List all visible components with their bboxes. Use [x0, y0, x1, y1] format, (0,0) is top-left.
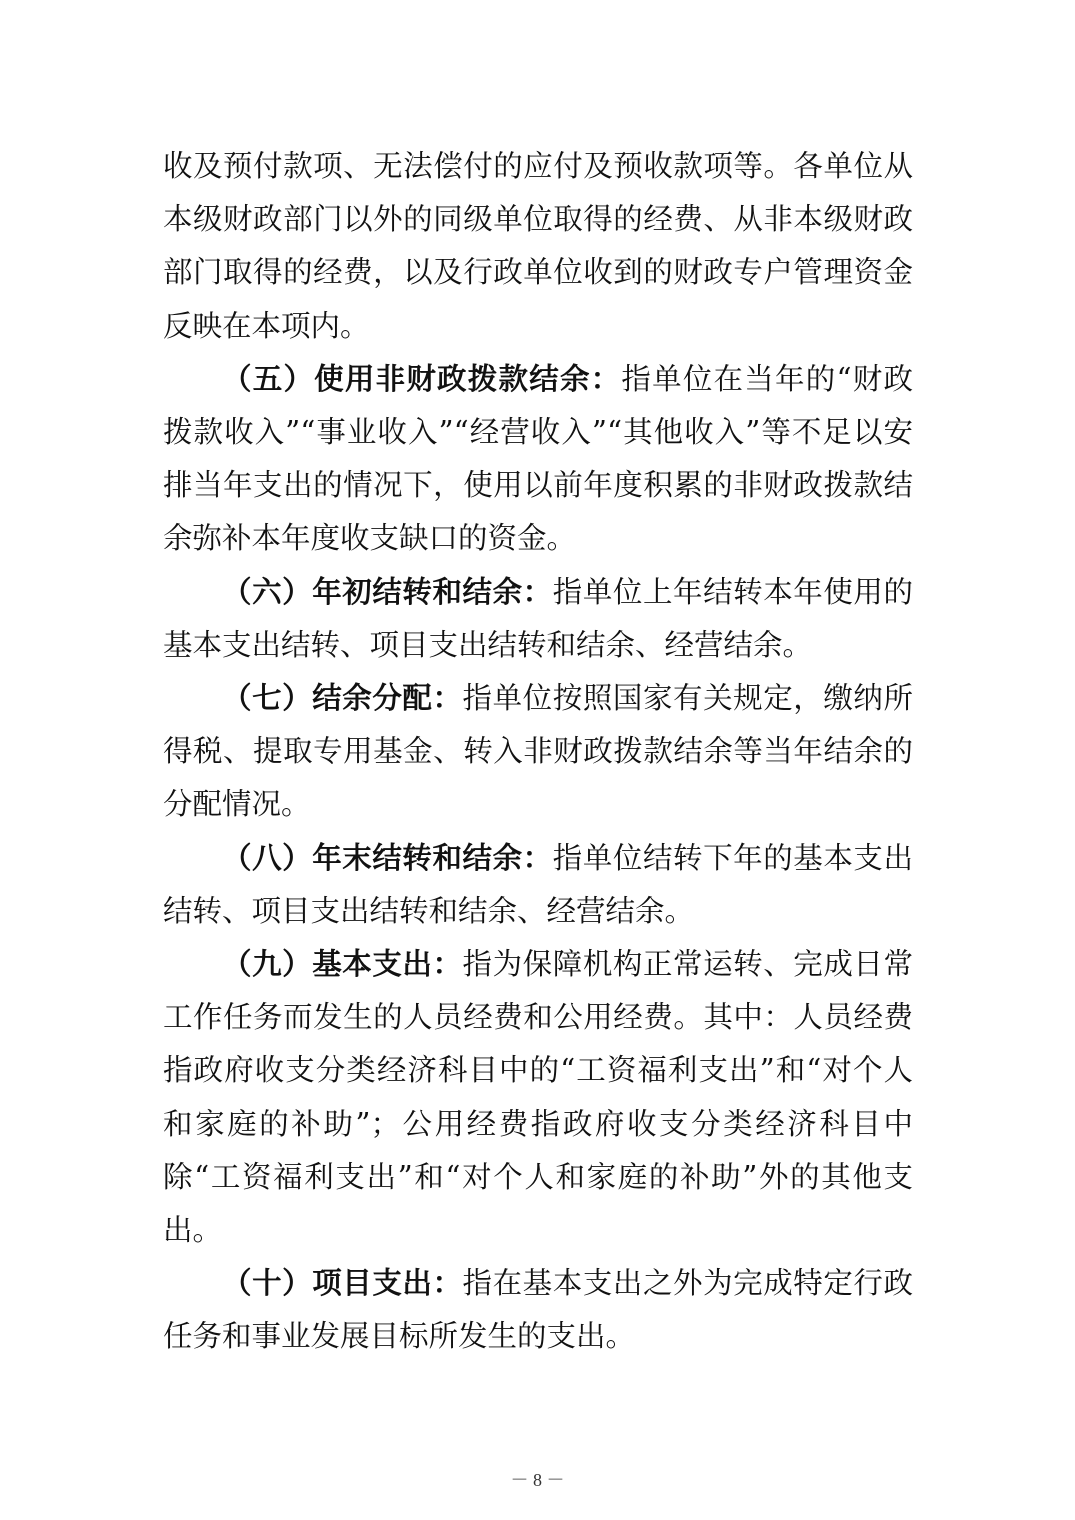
item-paragraph	[163, 353, 913, 566]
item-text: 指单位结转下年的基本支出结转、项目支出结转和结余、经营结余。	[163, 840, 913, 928]
item-term: （十）项目支出：	[222, 1266, 463, 1301]
item-term: （六）年初结转和结余：	[222, 574, 553, 609]
item-paragraph	[163, 938, 913, 1257]
item-paragraph	[163, 566, 913, 672]
intro-paragraph: 收及预付款项、无法偿付的应付及预收款项等。各单位从本级财政部门以外的同级单位取得的经费、从非本级财政部门取得的经费，以及行政单位收到的财政专户管理资金反映在本项内。	[163, 149, 913, 343]
item-term: （五）使用非财政拨款结余：	[222, 361, 622, 396]
item-text: 指在基本支出之外为完成特定行政任务和事业发展目标所发生的支出。	[163, 1266, 913, 1354]
page-number: － 8 －	[510, 1470, 565, 1490]
item-term: （八）年末结转和结余：	[222, 840, 553, 875]
item-paragraph	[163, 1257, 913, 1363]
item-text: 指为保障机构正常运转、完成日常工作任务而发生的人员经费和公用经费。其中：人员经费指政府收支分类经济科目中的“工资福利支出”和“对个人和家庭的补助”；公用经费指政府收支分类经济科目中除“工资福利支出”和“对个人和家庭的补助”外的其他支出。	[163, 947, 913, 1248]
item-text: 指单位上年结转本年使用的基本支出结转、项目支出结转和结余、经营结余。	[163, 574, 913, 662]
item-text: 指单位在当年的“财政拨款收入”“事业收入”“经营收入”“其他收入”等不足以安排当年支出的情况下，使用以前年度积累的非财政拨款结余弥补本年度收支缺口的资金。	[163, 361, 913, 556]
item-paragraph	[163, 672, 913, 832]
item-term: （九）基本支出：	[222, 947, 463, 982]
document-body	[163, 140, 913, 1364]
item-paragraph	[163, 832, 913, 938]
item-term: （七）结余分配：	[222, 681, 463, 716]
item-text: 指单位按照国家有关规定，缴纳所得税、提取专用基金、转入非财政拨款结余等当年结余的分配情况。	[163, 681, 913, 822]
